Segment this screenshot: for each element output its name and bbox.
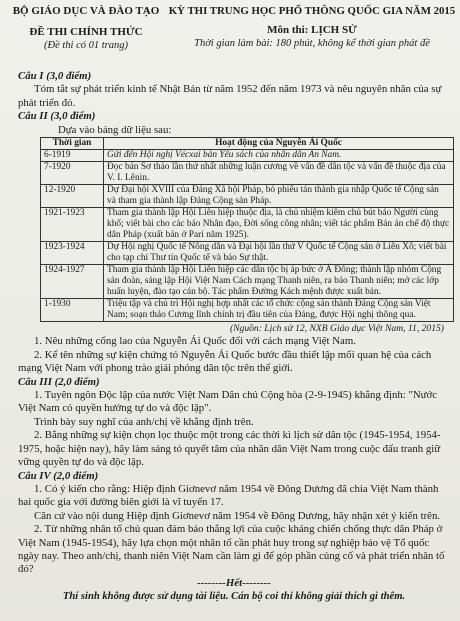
table-source: (Nguồn: Lịch sử 12, NXB Giáo dục Việt Nam, 11, 2015) (229, 323, 444, 335)
row-activity: Đọc bản Sơ thảo lần thứ nhất những luận cương về vấn đề dân tộc và vấn đề thuộc địa của V. I. Lênin. (104, 162, 454, 185)
subject: Môn thi: LỊCH SỬ (267, 24, 357, 36)
footer-note: Thí sinh không được sử dụng tài liệu. Cán bộ coi thi không giải thích gì thêm. (62, 591, 406, 603)
q4-sub2: 2. Từ những nhân tố chủ quan đảm bảo thắng lợi của cuộc kháng chiến chống thực dân Pháp ở Việt Nam (1945-1954), hãy lựa chọn một nhân tố cần phát huy trong sự nghiệp bảo vệ Tổ quốc ngày nay. Theo anh/chị, thanh niên Việt Nam cần làm gì để góp phần củng cố và phát triển nhân tố đó? (18, 523, 445, 576)
table-header-time: Thời gian (41, 138, 104, 150)
row-time: 1-1930 (41, 299, 104, 322)
row-time: 1921-1923 (41, 208, 104, 242)
q4-sub1: 1. Có ý kiến cho rằng: Hiệp định Giơnevơ năm 1954 về Đông Dương đã chia Việt Nam thành hai quốc gia với đường biên giới là vĩ tuyến 17. (18, 482, 439, 509)
q4-title: Câu IV (2,0 điểm) (18, 469, 99, 482)
row-activity: Gửi đến Hội nghị Vécxai bản Yêu sách của nhân dân An Nam. (104, 150, 454, 162)
table-row (41, 150, 454, 162)
q2-sub2: 2. Kể tên những sự kiện chứng tỏ Nguyễn Ái Quốc bước đầu thiết lập mối quan hệ của cách mạng Việt Nam với phong trào giải phóng dân tộc trên thế giới. (18, 348, 432, 375)
q2-title: Câu II (3,0 điểm) (18, 110, 96, 123)
official-label: ĐỀ THI CHÍNH THỨC (29, 26, 143, 38)
row-time: 1923-1924 (41, 242, 104, 265)
q2-sub1: 1. Nêu những cống lao của Nguyễn Ái Quốc đối với cách mạng Việt Nam. (34, 335, 356, 348)
row-activity: Tham gia thành lập Hội Liên hiệp thuộc địa, là chủ nhiệm kiêm chủ bút báo Người cùng khổ; viết bài cho các báo Nhân đạo, Đời sống công nhân; viết tác phẩm Bản án chế độ thực dân Pháp (xuất bản ở Pari năm 1925). (104, 208, 454, 242)
exam-body (18, 70, 450, 604)
row-activity: Tham gia thành lập Hội Liên hiệp các dân tộc bị áp bức ở Á Đông; thành lập nhóm Cộng sản đoàn, sáng lập Hội Việt Nam Cách mạng Thanh niên, ra báo Thanh niên; mở các lớp huấn luyện, đào tạo cán bộ. Tác phẩm Đường Kách mệnh được xuất bản. (104, 265, 454, 299)
table-row (41, 162, 454, 185)
row-time: 1924-1927 (41, 265, 104, 299)
table-row (41, 265, 454, 299)
row-time: 7-1920 (41, 162, 104, 185)
header-right (168, 4, 456, 50)
q4-sub1b: Căn cứ vào nội dung Hiệp định Giơnevơ năm 1954 về Đông Dương, hãy nhận xét ý kiến trên. (34, 509, 441, 522)
row-activity: Dự Đại hội XVIII của Đảng Xã hội Pháp, bỏ phiếu tán thành gia nhập Quốc tế Cộng sản và tham gia thành lập Đảng Cộng sản Pháp. (104, 185, 454, 208)
row-time: 12-1920 (41, 185, 104, 208)
table-row (41, 208, 454, 242)
table-row (41, 242, 454, 265)
exam-title: KỲ THI TRUNG HỌC PHỔ THÔNG QUỐC GIA NĂM 2015 (168, 5, 456, 17)
table-row (41, 299, 454, 322)
row-activity: Dự Hội nghị Quốc tế Nông dân và Đại hội lần thứ V Quốc tế Cộng sản ở Liên Xô; viết bài cho tạp chí Thư tín Quốc tế và báo Sự thật. (104, 242, 454, 265)
table-header-activity: Hoạt động của Nguyễn Ái Quốc (104, 138, 454, 150)
q1-title: Câu I (3,0 điểm) (18, 70, 92, 82)
row-activity: Triệu tập và chủ trì Hội nghị hợp nhất các tổ chức cộng sản thành Đảng Cộng sản Việt Nam; soạn thảo Cương lĩnh chính trị đầu tiên của Đảng, được Hội nghị thông qua. (104, 299, 454, 322)
ministry-name: BỘ GIÁO DỤC VÀ ĐÀO TẠO (12, 5, 160, 17)
table-row (41, 185, 454, 208)
q3-title: Câu III (2,0 điểm) (18, 375, 100, 388)
q1-text: Tóm tắt sự phát triển kinh tế Nhật Bản từ năm 1952 đến năm 1973 và nêu nguyên nhân của sự phát triển đó. (18, 83, 442, 109)
q3-sub2: 2. Bằng những sự kiện chọn lọc thuộc một trong các thời kì lịch sử dân tộc (1945-1954, 1954-1975, hoặc hiện nay), hãy làm sáng tỏ quyết tâm của nhân dân Việt Nam trong cuộc đấu tranh giữ vững quyền tự do và độc lập. (18, 429, 441, 469)
header-left (6, 4, 166, 52)
row-time: 6-1919 (41, 150, 104, 162)
end-mark: --------Hết-------- (197, 576, 271, 589)
pages-note: (Đề thi có 01 trang) (44, 40, 128, 51)
time-limit: Thời gian làm bài: 180 phút, không kể thời gian phát đề (194, 38, 430, 49)
q2-intro: Dựa vào bảng dữ liệu sau: (58, 123, 172, 136)
exam-header (0, 4, 460, 64)
q3-sub1: 1. Tuyên ngôn Độc lập của nước Việt Nam Dân chủ Cộng hòa (2-9-1945) khẳng định: "Nước Việt Nam có quyền hưởng tự do và độc lập". (18, 389, 438, 415)
activities-table (40, 137, 454, 322)
q3-sub1b: Trình bày suy nghĩ của anh/chị về khẳng định trên. (34, 415, 254, 428)
